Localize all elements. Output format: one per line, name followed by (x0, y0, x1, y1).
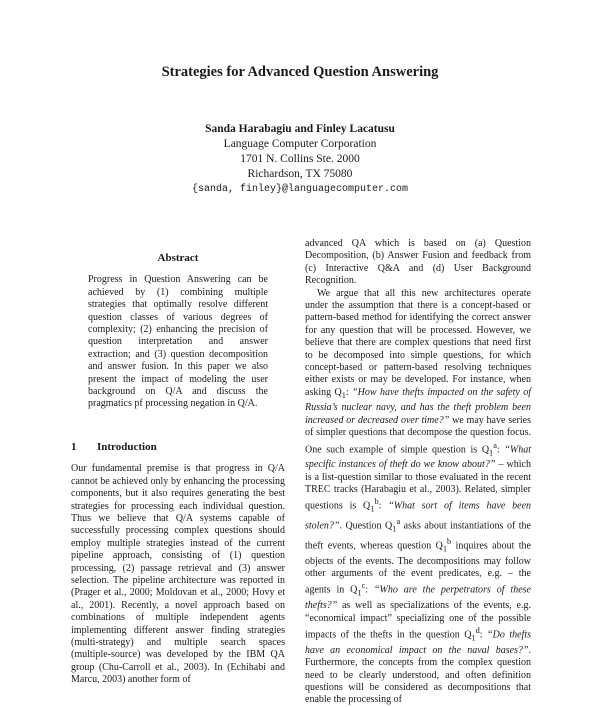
subscript: 1 (357, 588, 362, 598)
text-run: : (345, 386, 353, 398)
superscript: d (475, 626, 480, 636)
subscript: 1 (370, 504, 375, 514)
text-run: asks about instantiations of the theft events, whereas question Q (305, 520, 531, 552)
author-street: 1701 N. Collins Ste. 2000 (240, 153, 360, 165)
text-run: inquires about the objects of the events. The decompositions may follow other arguments of the event predicates, e.g. – the agents in Q (305, 540, 531, 596)
author-city: Richardson, TX 75080 (247, 168, 353, 180)
superscript: b (446, 536, 452, 546)
text-run: – which is a list-question similar to those evaluated in the recent TREC tracks (Harabagiu et al., 2003). Related, simpler questions is Q (305, 459, 531, 512)
intro-heading (71, 441, 285, 453)
author-affiliation: Language Computer Corporation (223, 138, 377, 150)
superscript: c (361, 581, 366, 591)
subscript: 1 (392, 524, 397, 534)
text-run: we may have series of simpler questions that decompose the question focus. One such example of simple question is Q (305, 414, 531, 455)
question-text: “Who are the perpetrators of these thefts?” (305, 584, 531, 612)
paper-title: Strategies for Advanced Question Answering (161, 64, 439, 80)
superscript: a (493, 440, 497, 450)
superscript: a (396, 517, 401, 527)
subscript: 1 (341, 390, 346, 400)
text-run: . Question Q (339, 520, 393, 532)
intro-heading-text: Introduction (97, 440, 157, 453)
left-column (71, 252, 285, 687)
right-column (305, 238, 531, 707)
author-block (0, 122, 600, 197)
subscript: 1 (489, 447, 494, 457)
question-text: “What specific instances of theft do we know about?” (305, 443, 532, 471)
abstract-heading: Abstract (157, 252, 199, 264)
question-text: “Do thefts have an economical impact on the naval bases?” (305, 629, 532, 656)
text-run: We argue that all this new architectures operate under the assumption that there is a concept-based or pattern-based method for identifying the correct answer for any question that will be processed. However, we believe that there are complex questions that need first to be decomposed into simple questions, for which concept-based or pattern-based resolving techniques either exists or may be developed. For instance, when asking Q (305, 287, 531, 398)
question-text: “How have thefts impacted on the safety of Russia’s nuclear navy, and has the theft problem been increased or decreased over time?” (305, 386, 531, 426)
intro-paragraph: Our fundamental premise is that progress in Q/A cannot be achieved only by enhancing the processing components, but it also requires generating the best strategies for processing each individual question. Thus we believe that Q/A systems capable of successfully processing complex questions should employ multiple strategies instead of the current pipeline approach, consisting of (1) question processing, (2) passage retrieval and (3) answer selection. The pipeline architecture was reported in (Prager et al., 2000; Moldovan et al., 2000; Hovy et al., 2001). Recently, a novel approach based on combinations of multiple independent agents implementing different answer finding strategies (multi-strategy) and multiple search spaces (multiple-source) was developed by the IBM QA group (Chu-Carroll et al., 2003). In (Echihabi and Marcu, 2003) another form of (71, 463, 285, 686)
text-run: : (378, 500, 389, 512)
author-names: Sanda Harabagiu and Finley Lacatusu (205, 123, 395, 135)
subscript: 1 (471, 633, 476, 643)
subscript: 1 (442, 544, 447, 554)
right-paragraph-2 (305, 288, 531, 707)
right-paragraph-1: advanced QA which is based on (a) Question Decomposition, (b) Answer Fusion and feedback from (c) Interactive Q&A and (d) User Background Recognition. (305, 238, 531, 287)
text-run: : (496, 443, 505, 455)
text-run: as well as specializations of the events, e.g. “economical impact” specializing one of the possible impacts of the thefts in the question Q (305, 600, 531, 641)
question-text: “What sort of items have been stolen?” (305, 500, 532, 532)
intro-number: 1 (71, 440, 77, 453)
text-run: : (479, 629, 488, 641)
author-email: {sanda, finley}@languagecomputer.com (191, 184, 409, 195)
superscript: b (374, 497, 379, 507)
abstract-body: Progress in Question Answering can be achieved by (1) combining multiple strategies that optimally resolve different question classes of various degrees of complexity; (2) enhancing the precision of question interpretation and answer extraction; and (3) question decomposition and answer fusion. In this paper we also present the impact of modeling the user background on Q/A and discuss the pragmatics pf processing negation in Q/A. (88, 274, 268, 410)
text-run: : (365, 584, 374, 596)
text-run: . Furthermore, the concepts from the complex question need to be clearly understood, and often definition questions will be considered as decompositions that enable the processing of (305, 644, 531, 706)
